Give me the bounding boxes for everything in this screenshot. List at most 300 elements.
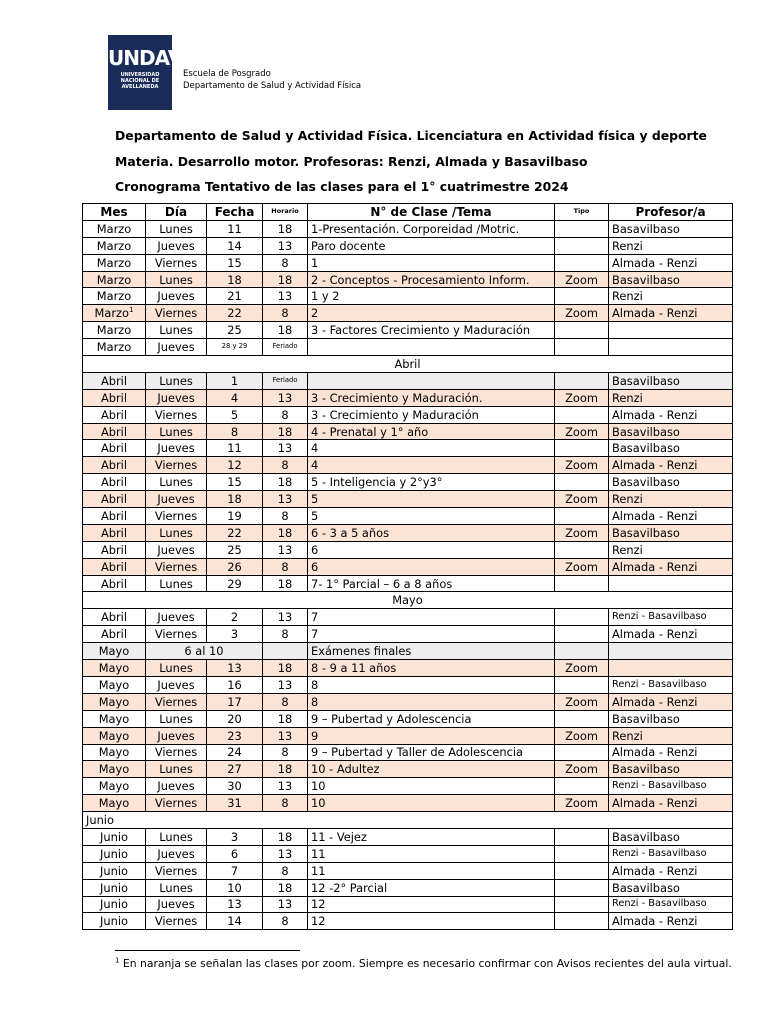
cell-profesor: Basavilbaso: [609, 879, 733, 896]
table-row: [83, 322, 733, 339]
table-row: [83, 913, 733, 930]
undav-logo: [108, 35, 183, 110]
cell-horario: 8: [263, 406, 308, 423]
cell-fecha: 15: [207, 254, 263, 271]
cell-mes: Mayo: [83, 744, 146, 761]
cell-dia: Viernes: [146, 626, 207, 643]
cell-profesor: [609, 322, 733, 339]
cell-profesor: Almada - Renzi: [609, 693, 733, 710]
cell-mes: Junio: [83, 828, 146, 845]
table-row: [83, 508, 733, 525]
cell-tipo: [555, 626, 609, 643]
table-row: [83, 626, 733, 643]
cell-tipo: Zoom: [555, 305, 609, 322]
cell-tipo: [555, 643, 609, 660]
cell-dia: Jueves: [146, 339, 207, 356]
cell-fecha: 13: [207, 896, 263, 913]
table-row: [83, 744, 733, 761]
cell-fecha: 17: [207, 693, 263, 710]
cell-dia: Lunes: [146, 710, 207, 727]
cell-profesor: Almada - Renzi: [609, 254, 733, 271]
table-row: [83, 896, 733, 913]
cell-profesor: Basavilbaso: [609, 710, 733, 727]
cell-mes: Abril: [83, 423, 146, 440]
cell-dia: Viernes: [146, 305, 207, 322]
cell-dia: Jueves: [146, 491, 207, 508]
cell-horario: 13: [263, 237, 308, 254]
cell-clase: 4 - Prenatal y 1° año: [308, 423, 555, 440]
cell-clase: 8: [308, 693, 555, 710]
header-fecha: Fecha: [207, 204, 263, 221]
cell-tipo: [555, 862, 609, 879]
table-row: [83, 761, 733, 778]
cell-mes: Marzo: [83, 220, 146, 237]
schedule-table: [82, 203, 733, 930]
table-row: [83, 541, 733, 558]
cell-profesor: Almada - Renzi: [609, 508, 733, 525]
table-row: [83, 558, 733, 575]
cell-profesor: Renzi: [609, 541, 733, 558]
cell-clase: 5: [308, 508, 555, 525]
cell-mes-text: Marzo: [94, 306, 129, 321]
cell-mes: Abril: [83, 491, 146, 508]
cell-dia: Viernes: [146, 913, 207, 930]
cell-tipo: [555, 237, 609, 254]
cell-mes: Marzo: [83, 271, 146, 288]
cell-mes: Junio: [83, 845, 146, 862]
table-row: [83, 288, 733, 305]
cell-profesor: Renzi: [609, 237, 733, 254]
cell-horario: Feriado: [263, 339, 308, 356]
cell-dia: Lunes: [146, 372, 207, 389]
cell-fecha: 16: [207, 676, 263, 693]
cell-clase: 7: [308, 626, 555, 643]
footnote-ref: 1: [128, 306, 134, 315]
table-row: [83, 372, 733, 389]
cell-dia: Jueves: [146, 609, 207, 626]
cell-tipo: Zoom: [555, 389, 609, 406]
logo-text: UNIVERSIDAD NACIONAL DE AVELLANEDA: [120, 72, 160, 90]
cell-horario: 8: [263, 626, 308, 643]
cell-horario: 13: [263, 541, 308, 558]
cell-horario: 18: [263, 271, 308, 288]
cell-clase: 12: [308, 913, 555, 930]
table-row: [83, 457, 733, 474]
cell-profesor: Renzi - Basavilbaso: [609, 778, 733, 795]
cell-horario: 8: [263, 862, 308, 879]
cell-horario: 13: [263, 727, 308, 744]
cell-fecha: 26: [207, 558, 263, 575]
cell-horario: [263, 643, 308, 660]
cell-dia: Lunes: [146, 660, 207, 677]
cell-profesor: Basavilbaso: [609, 761, 733, 778]
cell-fecha: 15: [207, 474, 263, 491]
cell-fecha: 20: [207, 710, 263, 727]
table-row: [83, 440, 733, 457]
cell-dia: Jueves: [146, 845, 207, 862]
cell-tipo: [555, 828, 609, 845]
cell-fecha: 13: [207, 660, 263, 677]
cell-clase: 8 - 9 a 11 años: [308, 660, 555, 677]
table-row: [83, 220, 733, 237]
cell-profesor: Renzi - Basavilbaso: [609, 845, 733, 862]
cell-mes: Abril: [83, 541, 146, 558]
cell-clase: 4: [308, 457, 555, 474]
cell-profesor: Almada - Renzi: [609, 744, 733, 761]
cell-clase: 1 y 2: [308, 288, 555, 305]
cell-clase: 12: [308, 896, 555, 913]
table-row: [83, 795, 733, 812]
cell-profesor: Renzi - Basavilbaso: [609, 896, 733, 913]
cell-profesor: Almada - Renzi: [609, 913, 733, 930]
cell-mes: Abril: [83, 474, 146, 491]
cell-horario: 18: [263, 575, 308, 592]
cell-clase: 3 - Crecimiento y Maduración: [308, 406, 555, 423]
cell-tipo: [555, 710, 609, 727]
cell-horario: 18: [263, 322, 308, 339]
cell-fecha: 18: [207, 271, 263, 288]
table-row: [83, 474, 733, 491]
header-horario: Horario: [263, 204, 308, 221]
cell-dia: Lunes: [146, 575, 207, 592]
cell-mes: Junio: [83, 862, 146, 879]
cell-profesor: [609, 643, 733, 660]
cell-fecha: 18: [207, 491, 263, 508]
cell-profesor: Renzi - Basavilbaso: [609, 676, 733, 693]
school-line-1: Escuela de Posgrado: [183, 69, 271, 79]
cell-clase: 6: [308, 541, 555, 558]
footnote-separator: [115, 950, 300, 951]
cell-fecha: 4: [207, 389, 263, 406]
cell-tipo: [555, 541, 609, 558]
cell-tipo: Zoom: [555, 558, 609, 575]
cell-horario: 18: [263, 761, 308, 778]
cell-tipo: Zoom: [555, 693, 609, 710]
heading-schedule: Cronograma Tentativo de las clases para el 1° cuatrimestre 2024: [115, 179, 569, 194]
cell-fecha: 10: [207, 879, 263, 896]
cell-mes: Mayo: [83, 643, 146, 660]
cell-mes: Abril: [83, 389, 146, 406]
cell-clase: [308, 339, 555, 356]
cell-tipo: Zoom: [555, 727, 609, 744]
table-row: [83, 254, 733, 271]
cell-fecha: 3: [207, 626, 263, 643]
cell-profesor: Renzi: [609, 389, 733, 406]
cell-tipo: Zoom: [555, 457, 609, 474]
cell-mes: Abril: [83, 575, 146, 592]
cell-tipo: [555, 845, 609, 862]
cell-fecha: 28 y 29: [207, 339, 263, 356]
cell-horario: 18: [263, 474, 308, 491]
table-row: [83, 237, 733, 254]
cell-dia: Jueves: [146, 541, 207, 558]
cell-dia: Viernes: [146, 795, 207, 812]
cell-clase: 10 - Adultez: [308, 761, 555, 778]
cell-profesor: Renzi - Basavilbaso: [609, 609, 733, 626]
cell-clase: 9 – Pubertad y Taller de Adolescencia: [308, 744, 555, 761]
cell-dia: Lunes: [146, 474, 207, 491]
cell-tipo: Zoom: [555, 761, 609, 778]
cell-profesor: Almada - Renzi: [609, 862, 733, 879]
cell-mes: Marzo: [83, 339, 146, 356]
cell-dia: Viernes: [146, 558, 207, 575]
cell-profesor: Basavilbaso: [609, 828, 733, 845]
cell-fecha: 1: [207, 372, 263, 389]
heading-subject: Materia. Desarrollo motor. Profesoras: Renzi, Almada y Basavilbaso: [115, 154, 588, 169]
cell-fecha: 6: [207, 845, 263, 862]
cell-dia: Viernes: [146, 693, 207, 710]
cell-clase: 9 – Pubertad y Adolescencia: [308, 710, 555, 727]
cell-fecha: 22: [207, 305, 263, 322]
cell-profesor: [609, 575, 733, 592]
cell-tipo: [555, 609, 609, 626]
cell-clase: 5: [308, 491, 555, 508]
cell-tipo: [555, 254, 609, 271]
heading-department: Departamento de Salud y Actividad Física. Licenciatura en Actividad física y deporte: [115, 128, 707, 143]
cell-dia: Lunes: [146, 761, 207, 778]
cell-mes: Marzo: [83, 322, 146, 339]
section-row: [83, 356, 733, 373]
cell-horario: 13: [263, 609, 308, 626]
table-row: [83, 524, 733, 541]
cell-fecha: 14: [207, 913, 263, 930]
cell-dia: Lunes: [146, 271, 207, 288]
cell-profesor: Renzi: [609, 288, 733, 305]
cell-clase: Paro docente: [308, 237, 555, 254]
cell-clase: 7- 1° Parcial – 6 a 8 años: [308, 575, 555, 592]
cell-horario: 8: [263, 254, 308, 271]
cell-dia: Jueves: [146, 389, 207, 406]
cell-mes: Abril: [83, 508, 146, 525]
cell-tipo: Zoom: [555, 271, 609, 288]
header-dia: Día: [146, 204, 207, 221]
cell-mes: Abril: [83, 558, 146, 575]
cell-dia: Jueves: [146, 237, 207, 254]
cell-dia: Jueves: [146, 778, 207, 795]
cell-profesor: Basavilbaso: [609, 474, 733, 491]
cell-mes: Junio: [83, 879, 146, 896]
cell-horario: 18: [263, 524, 308, 541]
footnote-mark: 1: [115, 956, 120, 965]
cell-fecha: 19: [207, 508, 263, 525]
cell-mes: Abril: [83, 609, 146, 626]
cell-clase: 10: [308, 795, 555, 812]
table-row: [83, 710, 733, 727]
table-row: [83, 491, 733, 508]
logo-mark: UNDAV: [108, 46, 183, 70]
cell-tipo: [555, 339, 609, 356]
cell-horario: 13: [263, 778, 308, 795]
table-row: [83, 643, 733, 660]
cell-profesor: Basavilbaso: [609, 372, 733, 389]
cell-profesor: Basavilbaso: [609, 524, 733, 541]
cell-profesor: [609, 339, 733, 356]
cell-clase: Exámenes finales: [308, 643, 555, 660]
cell-fecha: 8: [207, 423, 263, 440]
cell-clase: 12 -2° Parcial: [308, 879, 555, 896]
cell-dia: Lunes: [146, 524, 207, 541]
cell-dia: Lunes: [146, 220, 207, 237]
header-clase: N° de Clase /Tema: [308, 204, 555, 221]
cell-horario: 8: [263, 558, 308, 575]
cell-horario: 8: [263, 795, 308, 812]
cell-mes: Abril: [83, 406, 146, 423]
cell-fecha: 14: [207, 237, 263, 254]
table-row: [83, 727, 733, 744]
table-row: [83, 609, 733, 626]
cell-tipo: Zoom: [555, 795, 609, 812]
cell-dia: Viernes: [146, 862, 207, 879]
cell-tipo: [555, 440, 609, 457]
cell-mes: [83, 305, 146, 322]
cell-clase: 8: [308, 676, 555, 693]
table-row: [83, 660, 733, 677]
cell-clase: 1: [308, 254, 555, 271]
cell-fecha: 24: [207, 744, 263, 761]
cell-tipo: [555, 896, 609, 913]
cell-dia: Lunes: [146, 828, 207, 845]
table-row: [83, 778, 733, 795]
cell-mes: Marzo: [83, 288, 146, 305]
cell-dia: Jueves: [146, 676, 207, 693]
cell-tipo: Zoom: [555, 423, 609, 440]
cell-horario: 13: [263, 845, 308, 862]
cell-dia: Lunes: [146, 423, 207, 440]
cell-mes: Abril: [83, 457, 146, 474]
cell-fecha: 21: [207, 288, 263, 305]
cell-clase: 6 - 3 a 5 años: [308, 524, 555, 541]
cell-horario: 18: [263, 220, 308, 237]
cell-profesor: Basavilbaso: [609, 423, 733, 440]
cell-clase: 6: [308, 558, 555, 575]
cell-tipo: Zoom: [555, 524, 609, 541]
cell-clase: 2 - Conceptos - Procesamiento Inform.: [308, 271, 555, 288]
cell-profesor: Almada - Renzi: [609, 626, 733, 643]
cell-tipo: Zoom: [555, 660, 609, 677]
cell-tipo: [555, 778, 609, 795]
cell-profesor: Almada - Renzi: [609, 305, 733, 322]
cell-mes: Marzo: [83, 254, 146, 271]
cell-mes: Mayo: [83, 693, 146, 710]
cell-horario: 13: [263, 676, 308, 693]
cell-mes: Mayo: [83, 660, 146, 677]
cell-horario: 18: [263, 828, 308, 845]
table-row: [83, 676, 733, 693]
cell-fecha: 3: [207, 828, 263, 845]
cell-fecha: 7: [207, 862, 263, 879]
cell-clase: [308, 372, 555, 389]
footnote-text: En naranja se señalan las clases por zoom. Siempre es necesario confirmar con Avisos recientes del aula virtual.: [119, 957, 732, 970]
cell-tipo: Zoom: [555, 491, 609, 508]
cell-tipo: [555, 220, 609, 237]
cell-clase: 3 - Factores Crecimiento y Maduración: [308, 322, 555, 339]
section-row: [83, 812, 733, 829]
cell-profesor: Basavilbaso: [609, 220, 733, 237]
cell-dia: Lunes: [146, 322, 207, 339]
cell-fecha: 27: [207, 761, 263, 778]
cell-profesor: [609, 660, 733, 677]
cell-horario: 8: [263, 744, 308, 761]
table-row: [83, 575, 733, 592]
table-row: [83, 271, 733, 288]
cell-fecha: 5: [207, 406, 263, 423]
cell-profesor: Basavilbaso: [609, 271, 733, 288]
table-row: [83, 862, 733, 879]
cell-clase: 5 - Inteligencia y 2°y3°: [308, 474, 555, 491]
cell-dia: Viernes: [146, 406, 207, 423]
cell-mes: Marzo: [83, 237, 146, 254]
cell-horario: 13: [263, 896, 308, 913]
cell-mes: Abril: [83, 626, 146, 643]
cell-mes: Mayo: [83, 761, 146, 778]
cell-tipo: [555, 288, 609, 305]
section-row: [83, 592, 733, 609]
cell-mes: Mayo: [83, 676, 146, 693]
cell-fecha: 2: [207, 609, 263, 626]
cell-clase: 3 - Crecimiento y Maduración.: [308, 389, 555, 406]
cell-horario: 18: [263, 710, 308, 727]
cell-fecha: 11: [207, 440, 263, 457]
cell-horario: 18: [263, 879, 308, 896]
cell-clase: 4: [308, 440, 555, 457]
table-row: [83, 423, 733, 440]
cell-dia: Jueves: [146, 440, 207, 457]
section-label: Junio: [83, 812, 733, 829]
cell-tipo: [555, 676, 609, 693]
cell-tipo: [555, 913, 609, 930]
cell-clase: 10: [308, 778, 555, 795]
cell-dia: Lunes: [146, 879, 207, 896]
cell-tipo: [555, 372, 609, 389]
cell-tipo: [555, 575, 609, 592]
cell-profesor: Almada - Renzi: [609, 558, 733, 575]
table-row: [83, 389, 733, 406]
cell-profesor: Almada - Renzi: [609, 795, 733, 812]
cell-dia: Viernes: [146, 254, 207, 271]
header-mes: Mes: [83, 204, 146, 221]
cell-mes: Mayo: [83, 727, 146, 744]
cell-mes: Mayo: [83, 795, 146, 812]
cell-mes: Junio: [83, 913, 146, 930]
cell-horario: 8: [263, 457, 308, 474]
cell-dia: Jueves: [146, 896, 207, 913]
table-row: [83, 305, 733, 322]
cell-horario: 13: [263, 440, 308, 457]
table-row: [83, 339, 733, 356]
cell-mes: Abril: [83, 372, 146, 389]
cell-mes: Abril: [83, 440, 146, 457]
cell-fecha: 22: [207, 524, 263, 541]
cell-horario: 8: [263, 913, 308, 930]
cell-horario: 8: [263, 693, 308, 710]
footnote: [115, 957, 732, 970]
cell-dia: Viernes: [146, 457, 207, 474]
cell-fecha: 31: [207, 795, 263, 812]
cell-profesor: Almada - Renzi: [609, 457, 733, 474]
cell-profesor: Basavilbaso: [609, 440, 733, 457]
table-row: [83, 693, 733, 710]
cell-horario: 8: [263, 305, 308, 322]
cell-clase: 9: [308, 727, 555, 744]
cell-profesor: Renzi: [609, 727, 733, 744]
cell-horario: 13: [263, 288, 308, 305]
cell-profesor: Renzi: [609, 491, 733, 508]
cell-horario: 13: [263, 389, 308, 406]
cell-tipo: [555, 406, 609, 423]
cell-dia: Viernes: [146, 508, 207, 525]
cell-dia: Jueves: [146, 288, 207, 305]
cell-mes: Mayo: [83, 710, 146, 727]
